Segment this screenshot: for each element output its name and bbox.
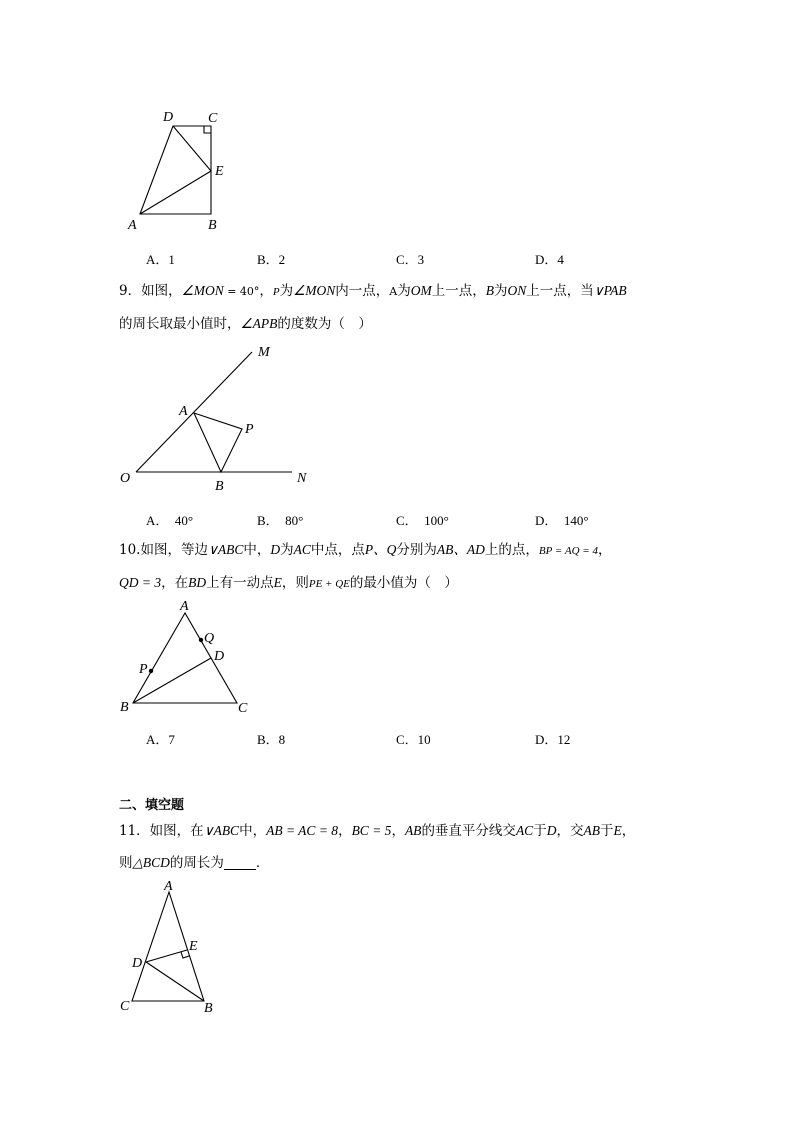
figure-q11 [115, 878, 225, 1018]
point-p [149, 669, 153, 673]
label-d: D [132, 956, 143, 971]
label-a: A [164, 879, 173, 894]
q9-option-c: C． 100° [396, 513, 449, 528]
point-q [199, 638, 203, 642]
q9-option-a: A． 40° [146, 513, 194, 528]
label-c: C [238, 701, 248, 716]
q9-option-d: D． 140° [535, 513, 589, 528]
ray-om [136, 352, 252, 472]
triangle-pab [194, 413, 242, 472]
label-p: P [245, 422, 254, 437]
label-b: B [208, 218, 217, 233]
label-q: Q [204, 631, 215, 646]
q8-option-b: B．2 [257, 252, 286, 267]
q10-option-b: B．8 [257, 732, 286, 747]
figure-q9 [110, 335, 320, 495]
figure-q10 [115, 598, 255, 720]
answer-blank[interactable] [224, 855, 256, 870]
label-a: A [180, 599, 189, 614]
label-o: O [120, 471, 131, 486]
label-m: M [258, 345, 270, 360]
label-d: D [163, 110, 174, 125]
label-e: E [189, 939, 198, 954]
q8-option-a: A．1 [146, 252, 175, 267]
section-heading-fill-in: 二、填空题 [119, 798, 185, 813]
question-9-line-2: 的周长取最小值时，∠APB的度数为（ ） [119, 316, 372, 332]
q10-option-a: A．7 [146, 732, 175, 747]
label-b: B [204, 1001, 213, 1016]
label-a: A [128, 218, 137, 233]
question-9 [119, 275, 627, 340]
label-p: P [139, 662, 148, 677]
q10-option-d: D．12 [535, 732, 571, 747]
question-11-line-1: 11．如图，在∨ABC中，AB = AC = 8，BC = 5，AB的垂直平分线交AC于D，交AB于E， [119, 823, 636, 839]
label-c: C [208, 111, 218, 126]
q10-option-c: C．10 [396, 732, 431, 747]
perpendicular-de [146, 950, 187, 962]
question-10-line-2: QD = 3，在BD上有一动点E，则PE + QE的最小值为（ ） [119, 575, 458, 591]
question-10-line-1: 10.如图，等边∨ABC中，D为AC中点，点P、Q分别为AB、AD上的点，BP = AQ = 4， [119, 542, 612, 558]
label-b: B [120, 700, 129, 715]
question-11-line-2: 则△BCD的周长为 ． [119, 855, 270, 871]
segment-db [146, 962, 204, 1001]
label-b: B [215, 479, 224, 494]
label-c: C [120, 999, 130, 1014]
label-n: N [297, 471, 307, 486]
label-e: E [215, 164, 224, 179]
question-11 [119, 815, 635, 879]
right-angle-mark-e [181, 952, 189, 958]
label-a: A [179, 404, 188, 419]
figure-q8 [120, 105, 240, 235]
q9-option-b: B． 80° [257, 513, 304, 528]
q8-option-c: C．3 [396, 252, 425, 267]
question-10 [119, 534, 611, 600]
right-angle-mark-c [204, 126, 211, 133]
trapezoid-abcd [140, 126, 211, 214]
segment-ae [140, 171, 211, 214]
q8-option-d: D．4 [535, 252, 564, 267]
question-9-line-1: 9．如图，∠MON = 40°，P为∠MON内一点，A为OM上一点，B为ON上一点，当∨PAB [119, 283, 627, 299]
label-d: D [214, 649, 225, 664]
